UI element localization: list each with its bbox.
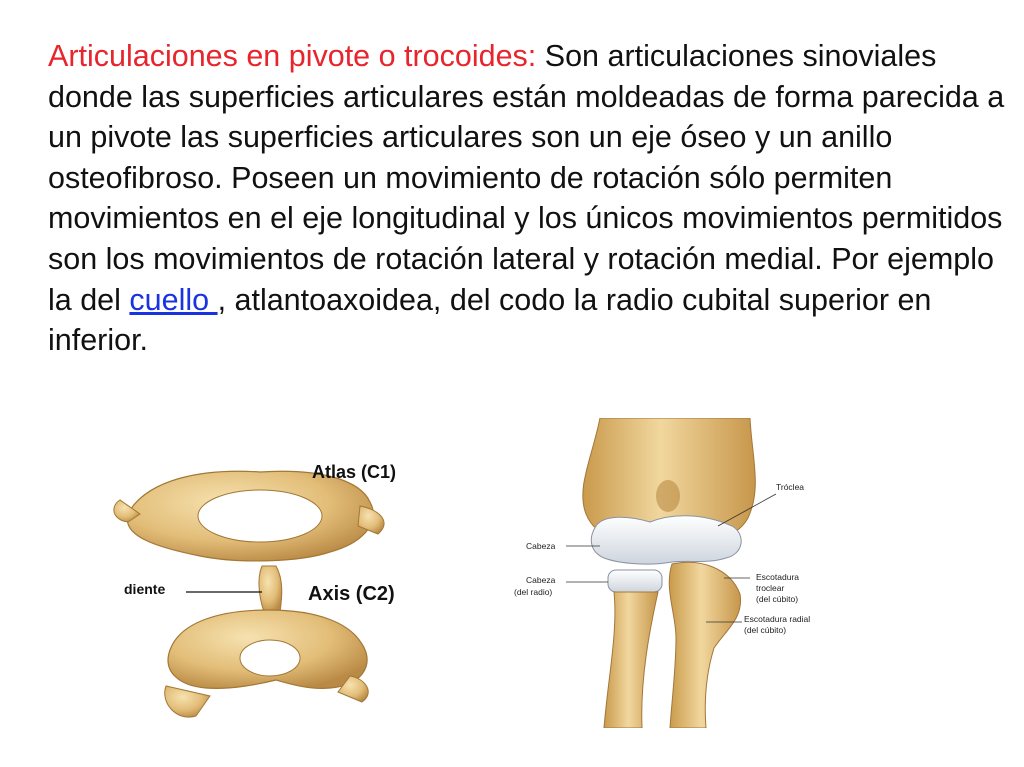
cabeza-label: Cabeza — [526, 541, 556, 551]
radius-shape — [604, 592, 658, 728]
trochlea-cartilage-shape — [591, 516, 741, 564]
escotadura-troclear-label-3: (del cúbito) — [756, 594, 799, 604]
body-text: Son articulaciones sinoviales donde las superficies articulares están moldeadas de forma parecida a un pivote las superficies articulares son un eje óseo y un anillo osteofibroso. Poseen un movimiento de rotación sólo permiten movimientos en el eje longitudinal y los únicos movimientos permitidos son los movimientos de rotación lateral y rotación medial. Por ejemplo la del — [48, 39, 1005, 317]
atlas-axis-illustration — [110, 440, 430, 730]
escotadura-troclear-label-2: troclear — [756, 583, 785, 593]
section-heading: Articulaciones en pivote o trocoides: — [48, 39, 537, 73]
elbow-joint-illustration — [500, 418, 860, 728]
troclea-label: Tróclea — [776, 482, 805, 492]
escotadura-radial-label-2: (del cúbito) — [744, 625, 787, 635]
cabeza-radio-label-2: (del radio) — [514, 587, 553, 597]
dens-label: diente — [124, 581, 166, 597]
cuello-link[interactable]: cuello — [129, 282, 218, 317]
ulna-shape — [669, 562, 740, 728]
escotadura-troclear-label-1: Escotadura — [756, 572, 799, 582]
description-paragraph — [48, 36, 1008, 361]
atlas-label: Atlas (C1) — [312, 462, 397, 482]
radius-head-shape — [608, 570, 662, 592]
cabeza-radio-label-1: Cabeza — [526, 575, 556, 585]
escotadura-radial-label-1: Escotadura radial — [744, 614, 811, 624]
axis-label: Axis (C2) — [308, 583, 395, 605]
body-text-end: , atlantoaxoidea, del codo la radio cubital superior en inferior. — [48, 282, 932, 358]
atlas-vertebra-shape — [114, 471, 384, 561]
